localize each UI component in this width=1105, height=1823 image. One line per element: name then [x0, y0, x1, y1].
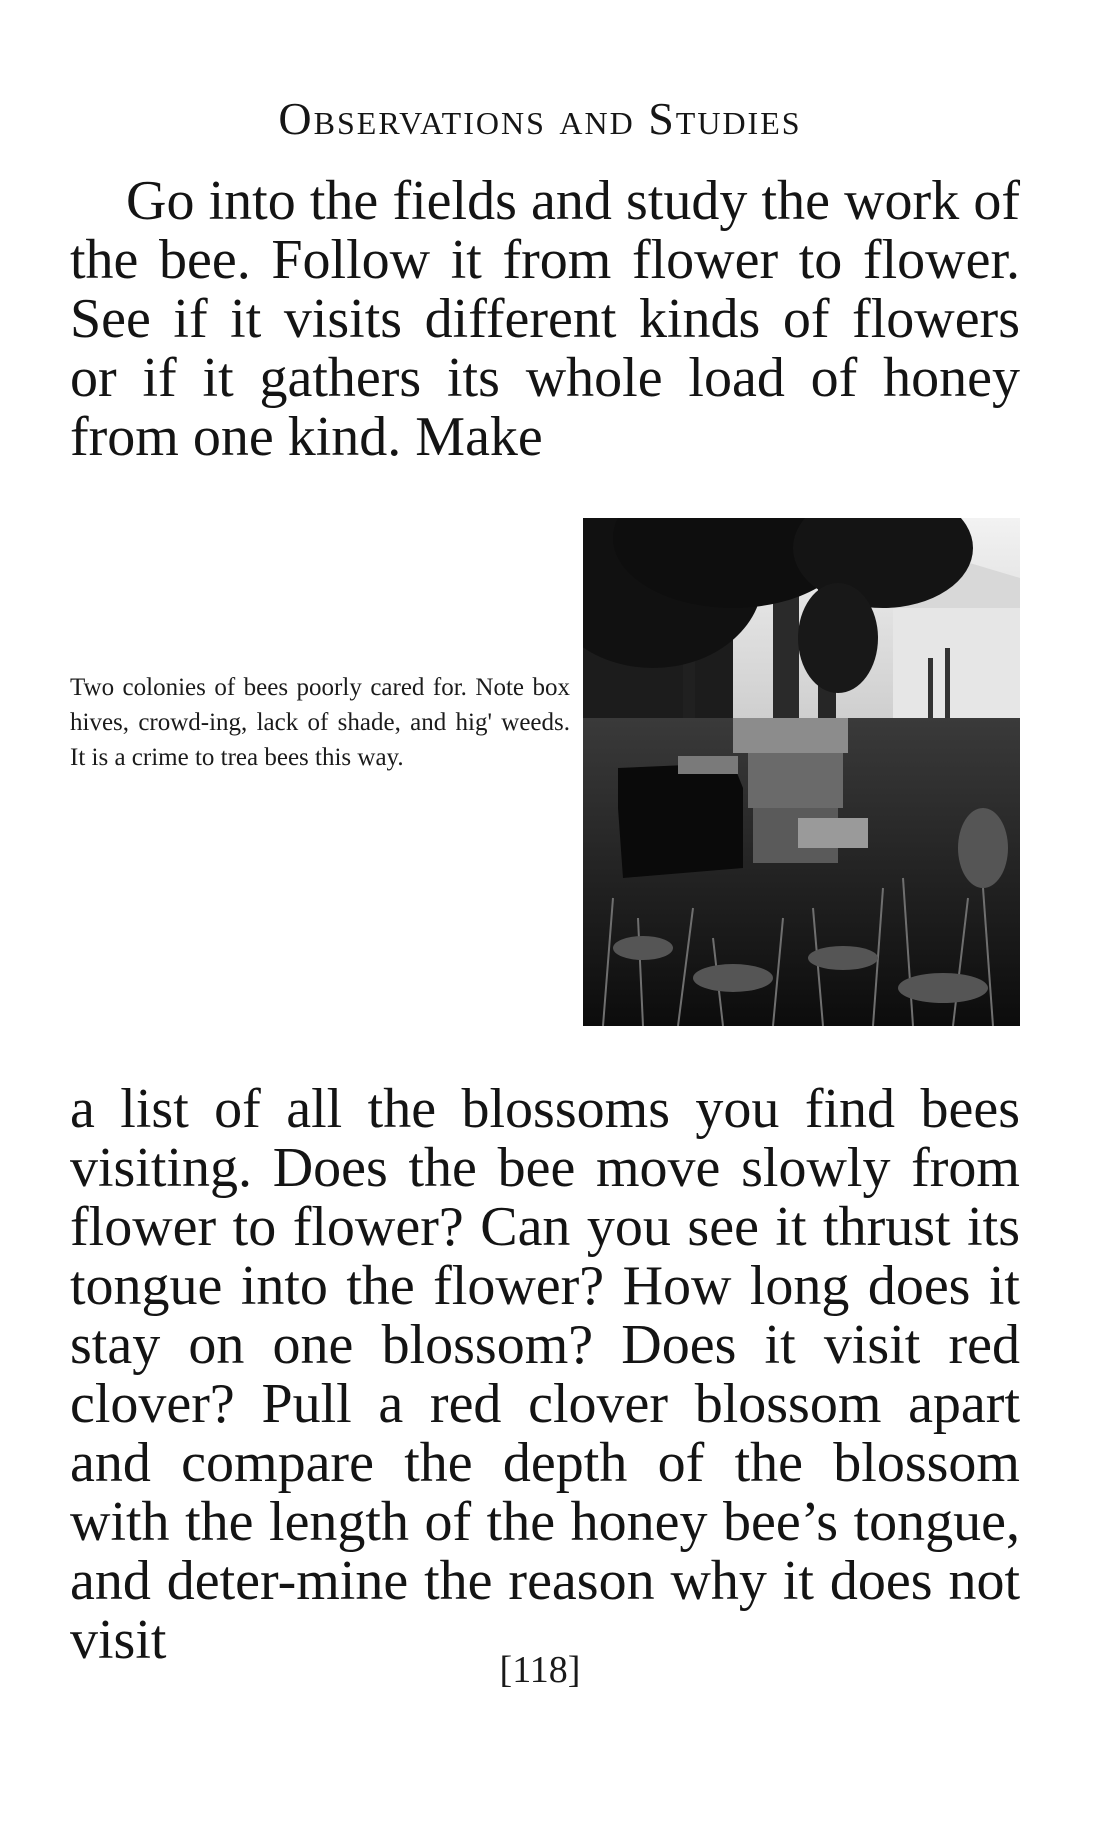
beehives-photo-icon	[583, 518, 1020, 1026]
beehives-photo	[583, 518, 1020, 1026]
figure-caption: Two colonies of bees poorly cared for. Note box hives, crowd-ing, lack of shade, and hig' weeds. It is a crime to trea bees this way.	[70, 674, 570, 771]
paragraph-top: Go into the fields and study the work of the bee. Follow it from flower to flower. See if it visits different kinds of flowers or if it gathers its whole load of honey from one kind. Make	[70, 170, 1020, 468]
page-number: [118]	[499, 1649, 581, 1691]
paragraph-bottom: a list of all the blossoms you find bees visiting. Does the bee move slowly from flower to flower? Can you see it thrust its tongue into the flower? How long does it stay on one blossom? Does it visit red clover? Pull a red clover blossom apart and compare the depth of the blossom with the length of the honey bee’s tongue, and deter-mine the reason why it does not visit	[70, 1078, 1020, 1671]
page-heading: Observations and Studies	[278, 93, 802, 144]
